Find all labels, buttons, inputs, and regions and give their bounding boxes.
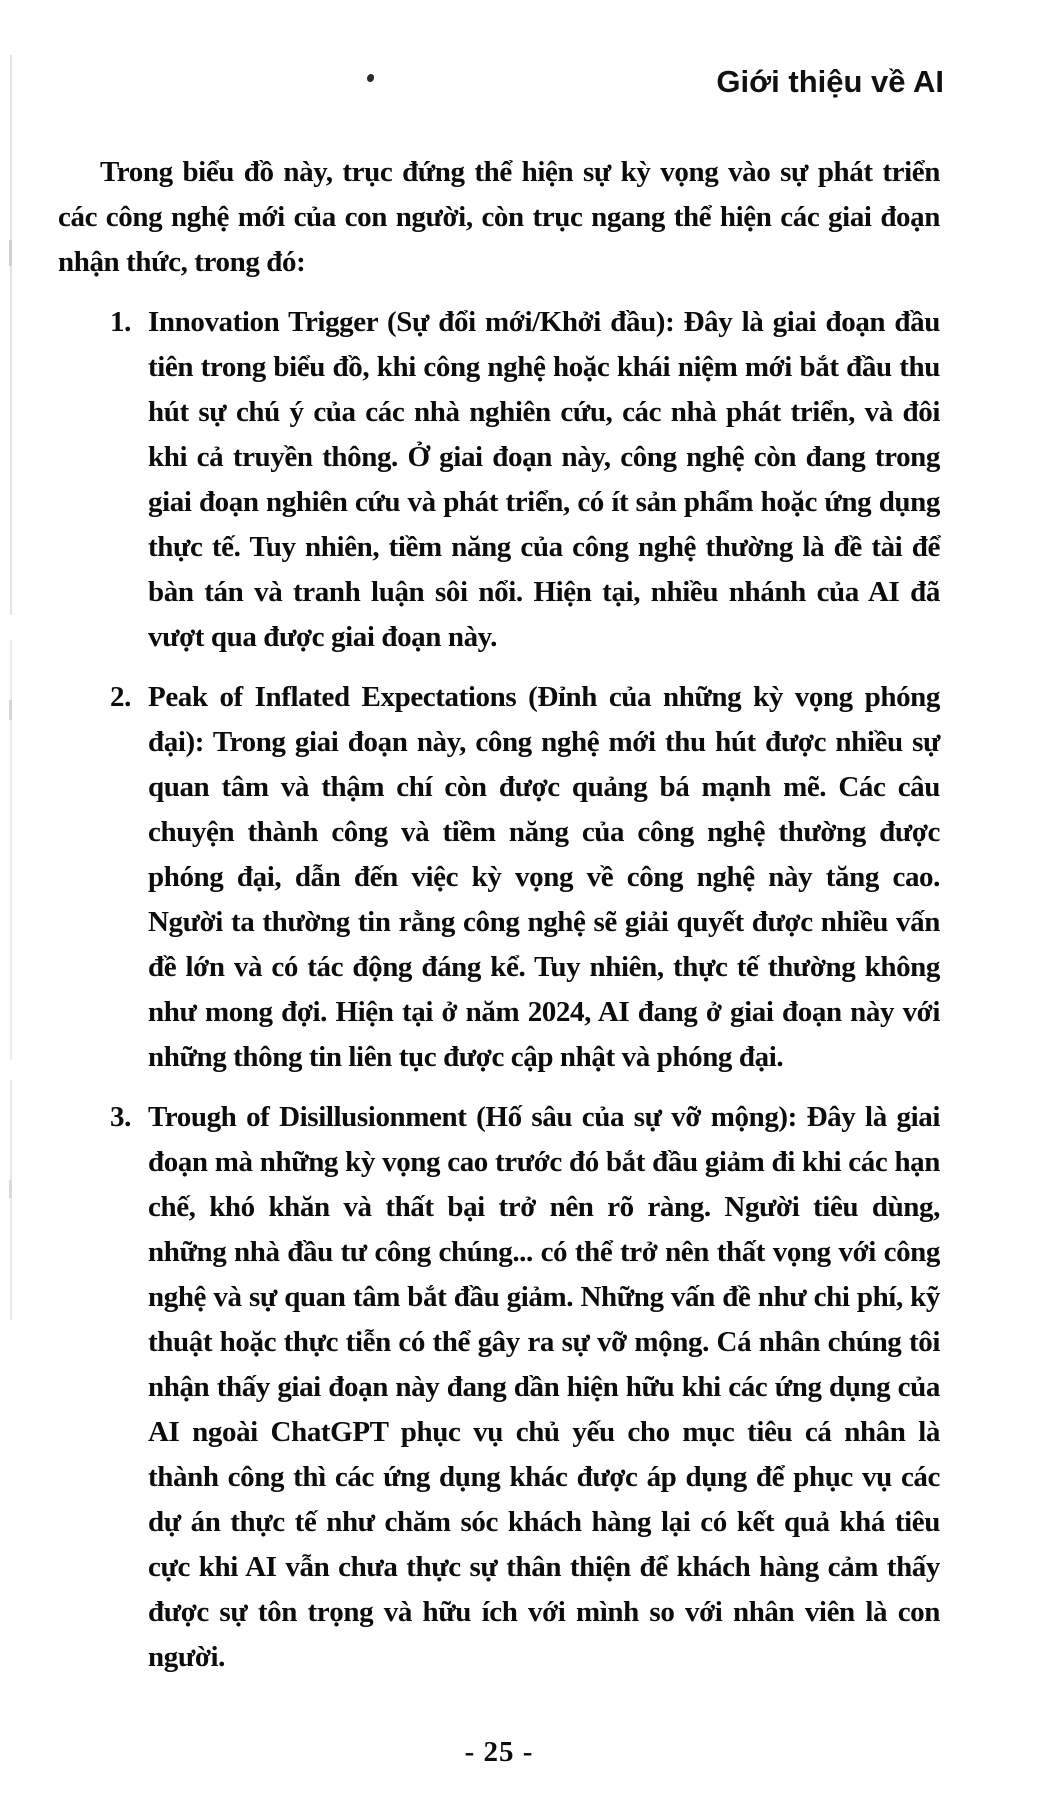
- list-item-text: Trough of Disillusionment (Hố sâu của sự vỡ mộng): Đây là giai đoạn mà những kỳ vọng cao trước đó bắt đầu giảm đi khi các hạn chế, khó khăn và thất bại trở nên rõ ràng. Người tiêu dùng, những nhà đầu tư công chúng... có thể trở nên thất vọng với công nghệ và sự quan tâm bắt đầu giảm. Những vấn đề như chi phí, kỹ thuật hoặc thực tiễn có thể gây ra sự vỡ mộng. Cá nhân chúng tôi nhận thấy giai đoạn này đang dần hiện hữu khi các ứng dụng của AI ngoài ChatGPT phục vụ chủ yếu cho mục tiêu cá nhân là thành công thì các ứng dụng khác được áp dụng để phục vụ các dự án thực tế như chăm sóc khách hàng lại có kết quả khá tiêu cực khi AI vẫn chưa thực sự thân thiện để khách hàng cảm thấy được sự tôn trọng và hữu ích với mình so với nhân viên là con người.: [148, 1101, 940, 1673]
- list-item-text: Innovation Trigger (Sự đổi mới/Khởi đầu): Đây là giai đoạn đầu tiên trong biểu đồ, khi công nghệ hoặc khái niệm mới bắt đầu thu hút sự chú ý của các nhà nghiên cứu, các nhà phát triển, và đôi khi cả truyền thông. Ở giai đoạn này, công nghệ còn đang trong giai đoạn nghiên cứu và phát triển, có ít sản phẩm hoặc ứng dụng thực tế. Tuy nhiên, tiềm năng của công nghệ thường là đề tài để bàn tán và tranh luận sôi nổi. Hiện tại, nhiều nhánh của AI đã vượt qua được giai đoạn này.: [148, 306, 940, 653]
- list-item-innovation-trigger: [58, 300, 940, 660]
- list-item-number: 2.: [110, 681, 131, 713]
- list-item-trough-of-disillusionment: [58, 1095, 940, 1680]
- list-item-number: 1.: [110, 306, 131, 338]
- ink-speck: [367, 74, 374, 82]
- scan-edge-line: [10, 1080, 12, 1320]
- page-number: - 25 -: [464, 1736, 534, 1768]
- intro-paragraph: Trong biểu đồ này, trục đứng thể hiện sự kỳ vọng vào sự phát triển các công nghệ mới của con người, còn trục ngang thể hiện các giai đoạn nhận thức, trong đó:: [58, 156, 940, 278]
- running-header-title: Giới thiệu về AI: [716, 64, 944, 99]
- list-item-text: Peak of Inflated Expectations (Đỉnh của những kỳ vọng phóng đại): Trong giai đoạn này, công nghệ mới thu hút được nhiều sự quan tâm và thậm chí còn được quảng bá mạnh mẽ. Các câu chuyện thành công và tiềm năng của công nghệ thường được phóng đại, dẫn đến việc kỳ vọng về công nghệ này tăng cao. Người ta thường tin rằng công nghệ sẽ giải quyết được nhiều vấn đề lớn và có tác động đáng kể. Tuy nhiên, thực tế thường không như mong đợi. Hiện tại ở năm 2024, AI đang ở giai đoạn này với những thông tin liên tục được cập nhật và phóng đại.: [148, 681, 940, 1073]
- page-body: [58, 150, 940, 1680]
- scan-edge-dash: [9, 240, 12, 266]
- list-item-peak-of-inflated-expectations: [58, 675, 940, 1080]
- scan-edge-dash: [9, 1180, 12, 1198]
- list-item-number: 3.: [110, 1101, 131, 1133]
- hype-cycle-list: [58, 300, 940, 1680]
- scan-edge-dash: [9, 700, 12, 720]
- scan-edge-line: [10, 55, 12, 615]
